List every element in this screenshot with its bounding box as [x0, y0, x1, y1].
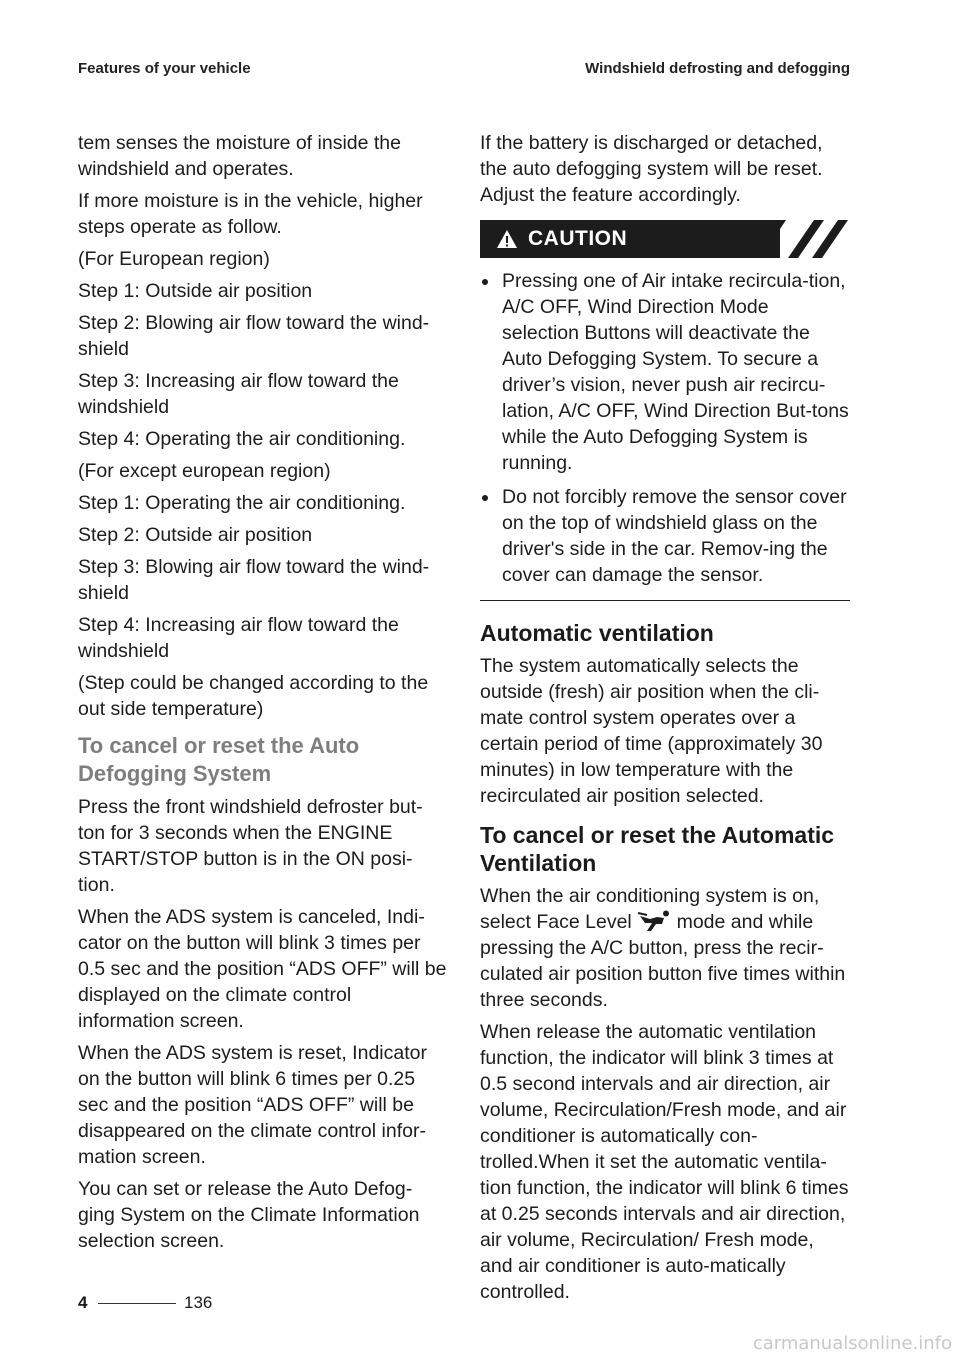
- caution-banner: [480, 220, 850, 258]
- paragraph: The system automatically selects the outside (fresh) air position when the cli-mate control system operates over a certain period of time (approximately 30 minutes) in low temperature with the recirculated air position selected.: [480, 655, 823, 807]
- list-item: [480, 268, 850, 476]
- paragraph: Step 1: Operating the air conditioning.: [78, 492, 406, 514]
- section-heading: Automatic ventilation: [480, 620, 714, 646]
- paragraph: (For European region): [78, 248, 270, 270]
- bullet-icon: [482, 279, 488, 285]
- paragraph: tem senses the moisture of inside the windshield and operates.: [78, 132, 401, 180]
- page-number: 136: [184, 1293, 213, 1312]
- list-item: [480, 484, 850, 588]
- watermark: carmanualsonline.info: [752, 1333, 952, 1354]
- paragraph: Step 4: Increasing air flow toward the windshield: [78, 614, 399, 662]
- bullet-icon: [482, 495, 488, 501]
- hazard-stripes: [780, 220, 850, 258]
- paragraph: (Step could be changed according to the out side temperature): [78, 672, 429, 720]
- paragraph: Step 1: Outside air position: [78, 280, 313, 302]
- paragraph: You can set or release the Auto Defog-ging System on the Climate Information selection screen.: [78, 1178, 420, 1252]
- paragraph: [480, 883, 850, 1013]
- paragraph: When the ADS system is reset, Indicator on the button will blink 6 times per 0.25 sec and the position “ADS OFF” will be disappeared on the climate control infor-mation screen.: [78, 1042, 427, 1168]
- paragraph: Step 4: Operating the air conditioning.: [78, 428, 406, 450]
- paragraph: Step 3: Blowing air flow toward the wind-shield: [78, 556, 430, 604]
- paragraph: Step 2: Outside air position: [78, 524, 313, 546]
- right-column: [480, 130, 850, 1311]
- section-heading: To cancel or reset the Automatic Ventilation: [480, 822, 835, 876]
- paragraph: When the ADS system is canceled, Indi-cator on the button will blink 3 times per 0.5 sec and the position “ADS OFF” will be displayed on the climate control information screen.: [78, 906, 447, 1032]
- left-column: [78, 130, 448, 1260]
- header-topic-title: Windshield defrosting and defogging: [585, 60, 850, 77]
- paragraph: Step 2: Blowing air flow toward the wind-shield: [78, 312, 430, 360]
- paragraph-text: When the air conditioning system is on, select Face Level: [480, 885, 820, 933]
- section-subheading: To cancel or reset the Auto Defogging System: [78, 733, 360, 786]
- paragraph: (For except european region): [78, 460, 331, 482]
- chapter-number: 4: [78, 1293, 88, 1312]
- paragraph: When release the automatic ventilation function, the indicator will blink 3 times at 0.5 second intervals and air direction, air volume, Recirculation/Fresh mode, and air conditioner is automatically con-trolled.When it set the automatic ventila-tion function, the indicator will blink 6 times at 0.25 seconds intervals and air direction, air volume, Recirculation/ Fresh mode, and air conditioner is auto-matically controlled.: [480, 1021, 849, 1303]
- paragraph: Press the front windshield defroster but-ton for 3 seconds when the ENGINE START/STOP button is in the ON posi-tion.: [78, 796, 423, 896]
- warning-triangle-icon: [496, 229, 518, 249]
- caution-bullet-list: [480, 268, 850, 588]
- bullet-text: Do not forcibly remove the sensor cover on the top of windshield glass on the driver's side in the car. Remov-ing the cover can damage the sensor.: [502, 486, 847, 586]
- page-header: [78, 60, 850, 77]
- paragraph: Step 3: Increasing air flow toward the windshield: [78, 370, 399, 418]
- bullet-text: Pressing one of Air intake recircula-tion, A/C OFF, Wind Direction Mode selection Buttons will deactivate the Auto Defogging System. To secure a driver’s vision, never push air recircu-lation, A/C OFF, Wind Direction But-tons while the Auto Defogging System is running.: [502, 270, 849, 474]
- paragraph: If the battery is discharged or detached, the auto defogging system will be reset. Adjust the feature accordingly.: [480, 132, 823, 206]
- caution-label: CAUTION: [528, 227, 628, 250]
- footer-rule: [98, 1303, 176, 1304]
- face-level-icon: [637, 910, 671, 932]
- header-section-title: Features of your vehicle: [78, 60, 251, 77]
- page-footer: [78, 1293, 212, 1313]
- paragraph-text: mode and while pressing the A/C button, press the recir-culated air position button five times within three seconds.: [480, 911, 846, 1011]
- paragraph: If more moisture is in the vehicle, higher steps operate as follow.: [78, 190, 423, 238]
- caution-divider: [480, 600, 850, 601]
